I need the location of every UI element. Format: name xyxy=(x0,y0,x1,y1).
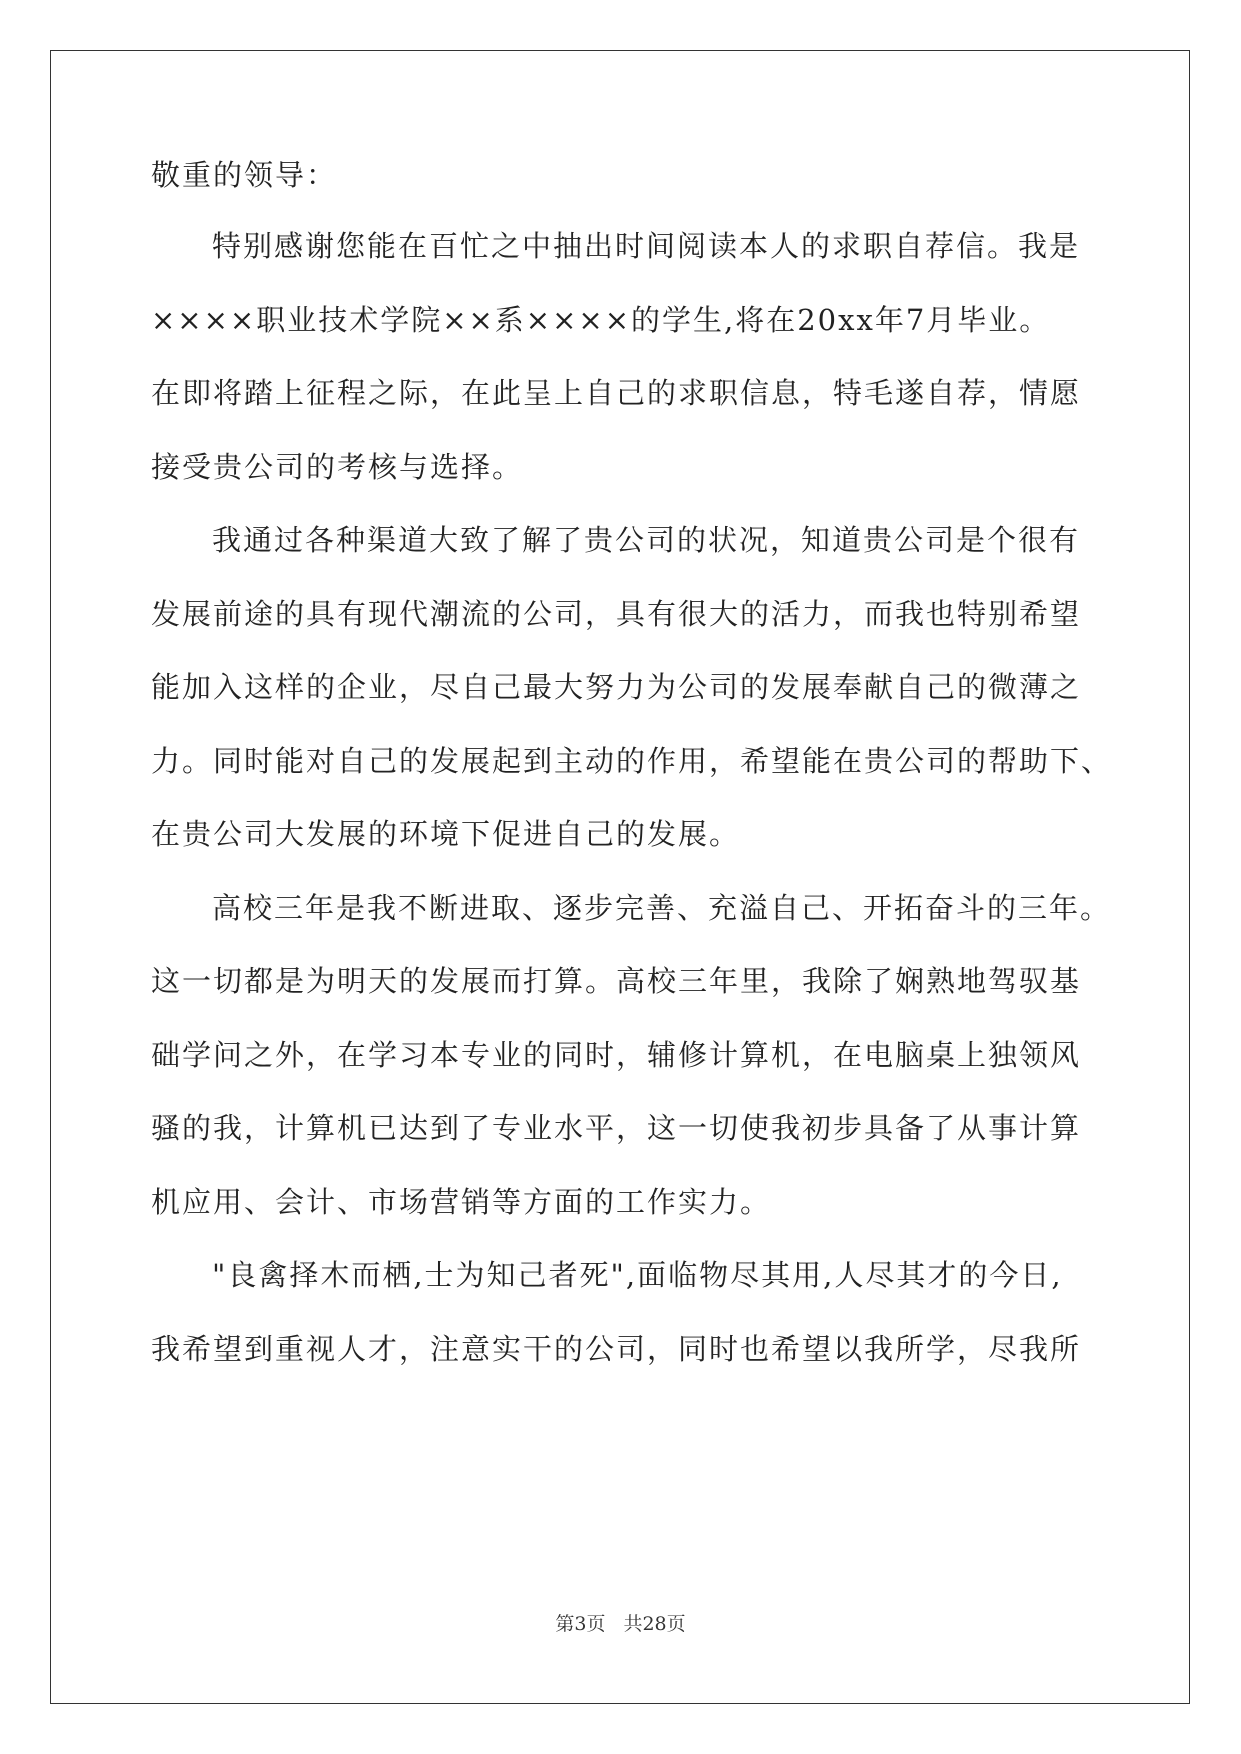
paragraph-2-line-4: 力。同时能对自己的发展起到主动的作用，希望能在贵公司的帮助下、 xyxy=(151,744,1113,778)
paragraph-3-line-3: 础学问之外，在学习本专业的同时，辅修计算机，在电脑桌上独领风 xyxy=(151,1038,1082,1072)
page-border xyxy=(50,50,1190,1704)
page-footer xyxy=(0,1612,1241,1636)
paragraph-4-line-1: "良禽择木而栖,士为知己者死",面临物尽其用,人尽其才的今日, xyxy=(212,1258,1063,1292)
paragraph-2-line-5: 在贵公司大发展的环境下促进自己的发展。 xyxy=(151,817,741,851)
paragraph-1-line-1: 特别感谢您能在百忙之中抽出时间阅读本人的求职自荐信。我是 xyxy=(212,229,1081,263)
paragraph-1-line-3: 在即将踏上征程之际，在此呈上自己的求职信息，特毛遂自荐，情愿 xyxy=(151,376,1082,410)
paragraph-4-line-2: 我希望到重视人才，注意实干的公司，同时也希望以我所学，尽我所 xyxy=(151,1332,1082,1366)
paragraph-1-line-4: 接受贵公司的考核与选择。 xyxy=(151,450,524,484)
page-number-total: 共28页 xyxy=(623,1613,686,1635)
paragraph-3-line-4: 骚的我，计算机已达到了专业水平，这一切使我初步具备了从事计算 xyxy=(151,1111,1082,1145)
paragraph-3-line-2: 这一切都是为明天的发展而打算。高校三年里，我除了娴熟地驾驭基 xyxy=(151,964,1082,998)
paragraph-2-line-1: 我通过各种渠道大致了解了贵公司的状况，知道贵公司是个很有 xyxy=(212,523,1081,557)
paragraph-2-line-2: 发展前途的具有现代潮流的公司，具有很大的活力，而我也特别希望 xyxy=(151,597,1082,631)
salutation: 敬重的领导： xyxy=(151,158,338,192)
paragraph-3-line-5: 机应用、会计、市场营销等方面的工作实力。 xyxy=(151,1185,772,1219)
paragraph-2-line-3: 能加入这样的企业，尽自己最大努力为公司的发展奉献自己的微薄之 xyxy=(151,670,1082,704)
paragraph-3-line-1: 高校三年是我不断进取、逐步完善、充溢自己、开拓奋斗的三年。 xyxy=(212,891,1112,925)
page-number-current: 第3页 xyxy=(555,1613,606,1635)
paragraph-1-line-2: ××××职业技术学院××系××××的学生,将在20xx年7月毕业。 xyxy=(151,303,1051,337)
